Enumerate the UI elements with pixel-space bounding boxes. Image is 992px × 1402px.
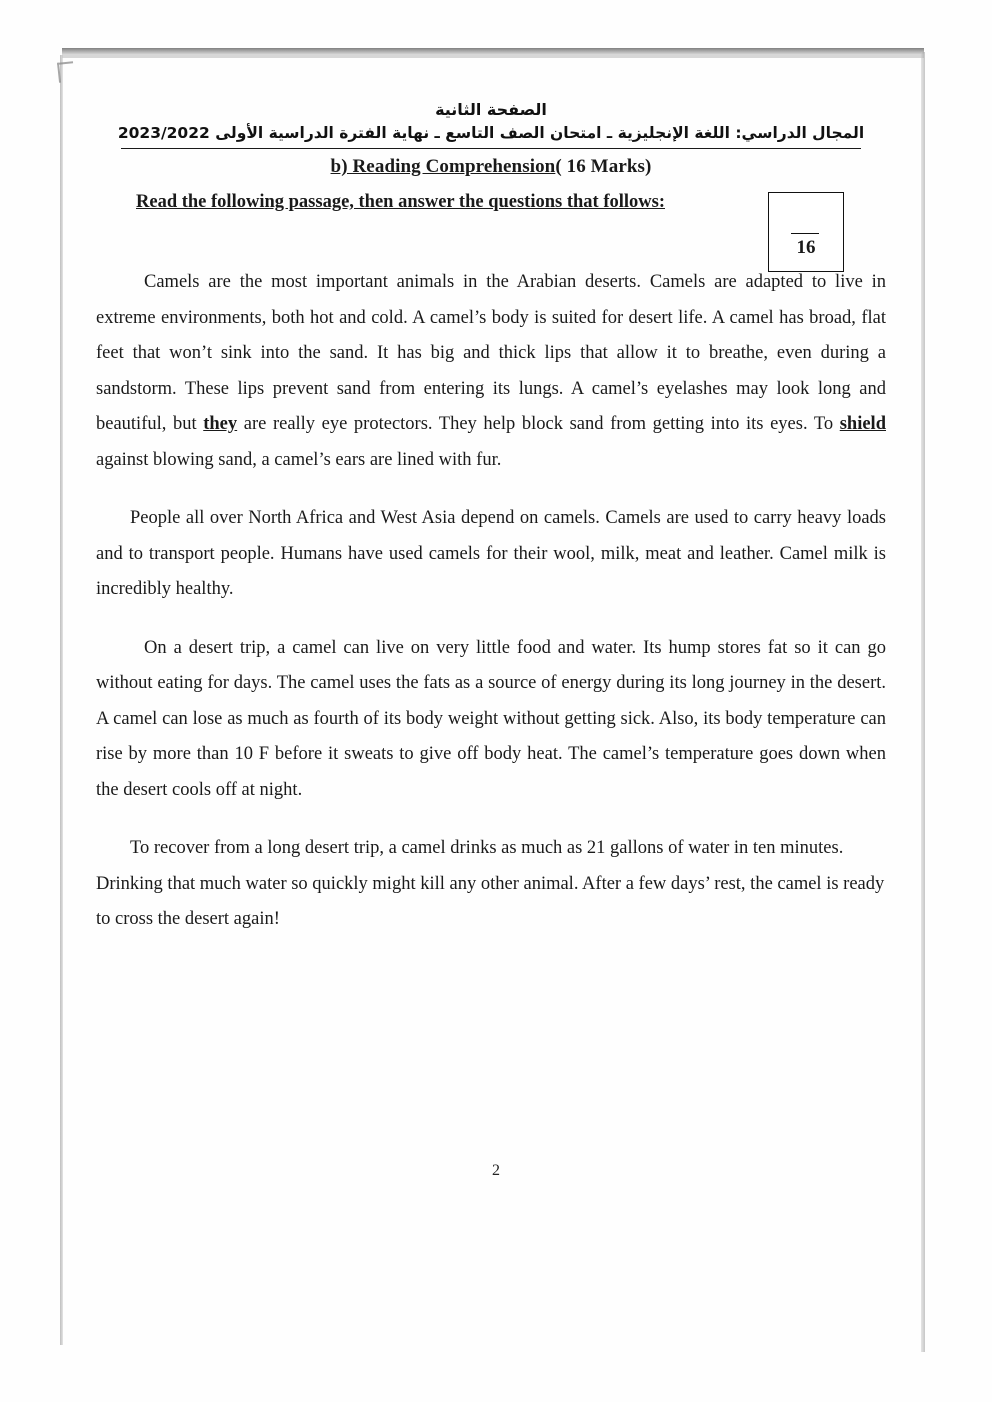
marks-box xyxy=(768,192,844,272)
scan-edge-right xyxy=(921,52,925,1352)
page-number: 2 xyxy=(492,1162,500,1179)
instruction-line: Read the following passage, then answer the questions that follows: xyxy=(136,192,665,212)
paragraph-4-text: To recover from a long desert trip, a camel drinks as much as 21 gallons of water in ten minutes. Drinking that much water so quickly might kill any other animal. After a few days’ rest, the camel is ready to cross the desert again! xyxy=(96,838,885,929)
section-title xyxy=(96,156,886,178)
page-content xyxy=(96,100,886,961)
paragraph-1-text: Camels are the most important animals in the Arabian deserts. Camels are adapted to live in extreme environments, both hot and cold. A camel’s body is suited for desert life. A camel has broad, flat feet that won’t sink into the sand. It has big and thick lips that allow it to breathe, even during a sandstorm. These lips prevent sand from entering its lungs. A camel’s eyelashes may look long and beautiful, but xyxy=(96,272,886,434)
section-title-marks: ( 16 Marks) xyxy=(555,156,652,177)
paragraph-3 xyxy=(96,631,886,809)
scan-edge-top xyxy=(62,48,924,55)
paragraph-1-text-cont: are really eye protectors. They help block sand from getting into its eyes. To xyxy=(237,414,840,434)
section-title-text: b) Reading Comprehension xyxy=(330,156,556,177)
marks-box-rule xyxy=(791,233,819,234)
keyword-they: they xyxy=(203,414,238,434)
paragraph-3-text: On a desert trip, a camel can live on very little food and water. Its hump stores fat so it can go without eating for days. The camel uses the fats as a source of energy during its long journey in the desert. A camel can lose as much as fourth of its body weight without getting sick. Also, its body temperature can rise by more than 10 F before it sweats to give off body heat. The camel’s temperature goes down when the desert cools off at night. xyxy=(96,637,886,800)
keyword-shield: shield xyxy=(839,414,886,434)
paragraph-1-text-end: against blowing sand, a camel’s ears are lined with fur. xyxy=(96,449,502,470)
reading-passage xyxy=(96,265,886,938)
scan-corner-fold xyxy=(57,61,75,83)
exam-header-arabic: المجال الدراسي: اللغة الإنجليزية ـ امتحان الصف التاسع ـ نهاية الفترة الدراسية الأولى 2023/2022 xyxy=(117,124,865,142)
paragraph-1 xyxy=(96,265,886,478)
paragraph-4 xyxy=(96,831,886,938)
scan-edge-left xyxy=(60,55,63,1345)
header-divider xyxy=(121,148,861,149)
marks-value: 16 xyxy=(796,237,816,258)
page-label-arabic: الصفحة الثانية xyxy=(435,100,547,119)
scan-edge-top-secondary xyxy=(62,55,924,58)
paragraph-2 xyxy=(96,501,886,608)
paragraph-2-text: People all over North Africa and West Asia depend on camels. Camels are used to carry heavy loads and to transport people. Humans have used camels for their wool, milk, meat and leather. Camel milk is incredibly healthy. xyxy=(96,508,886,599)
